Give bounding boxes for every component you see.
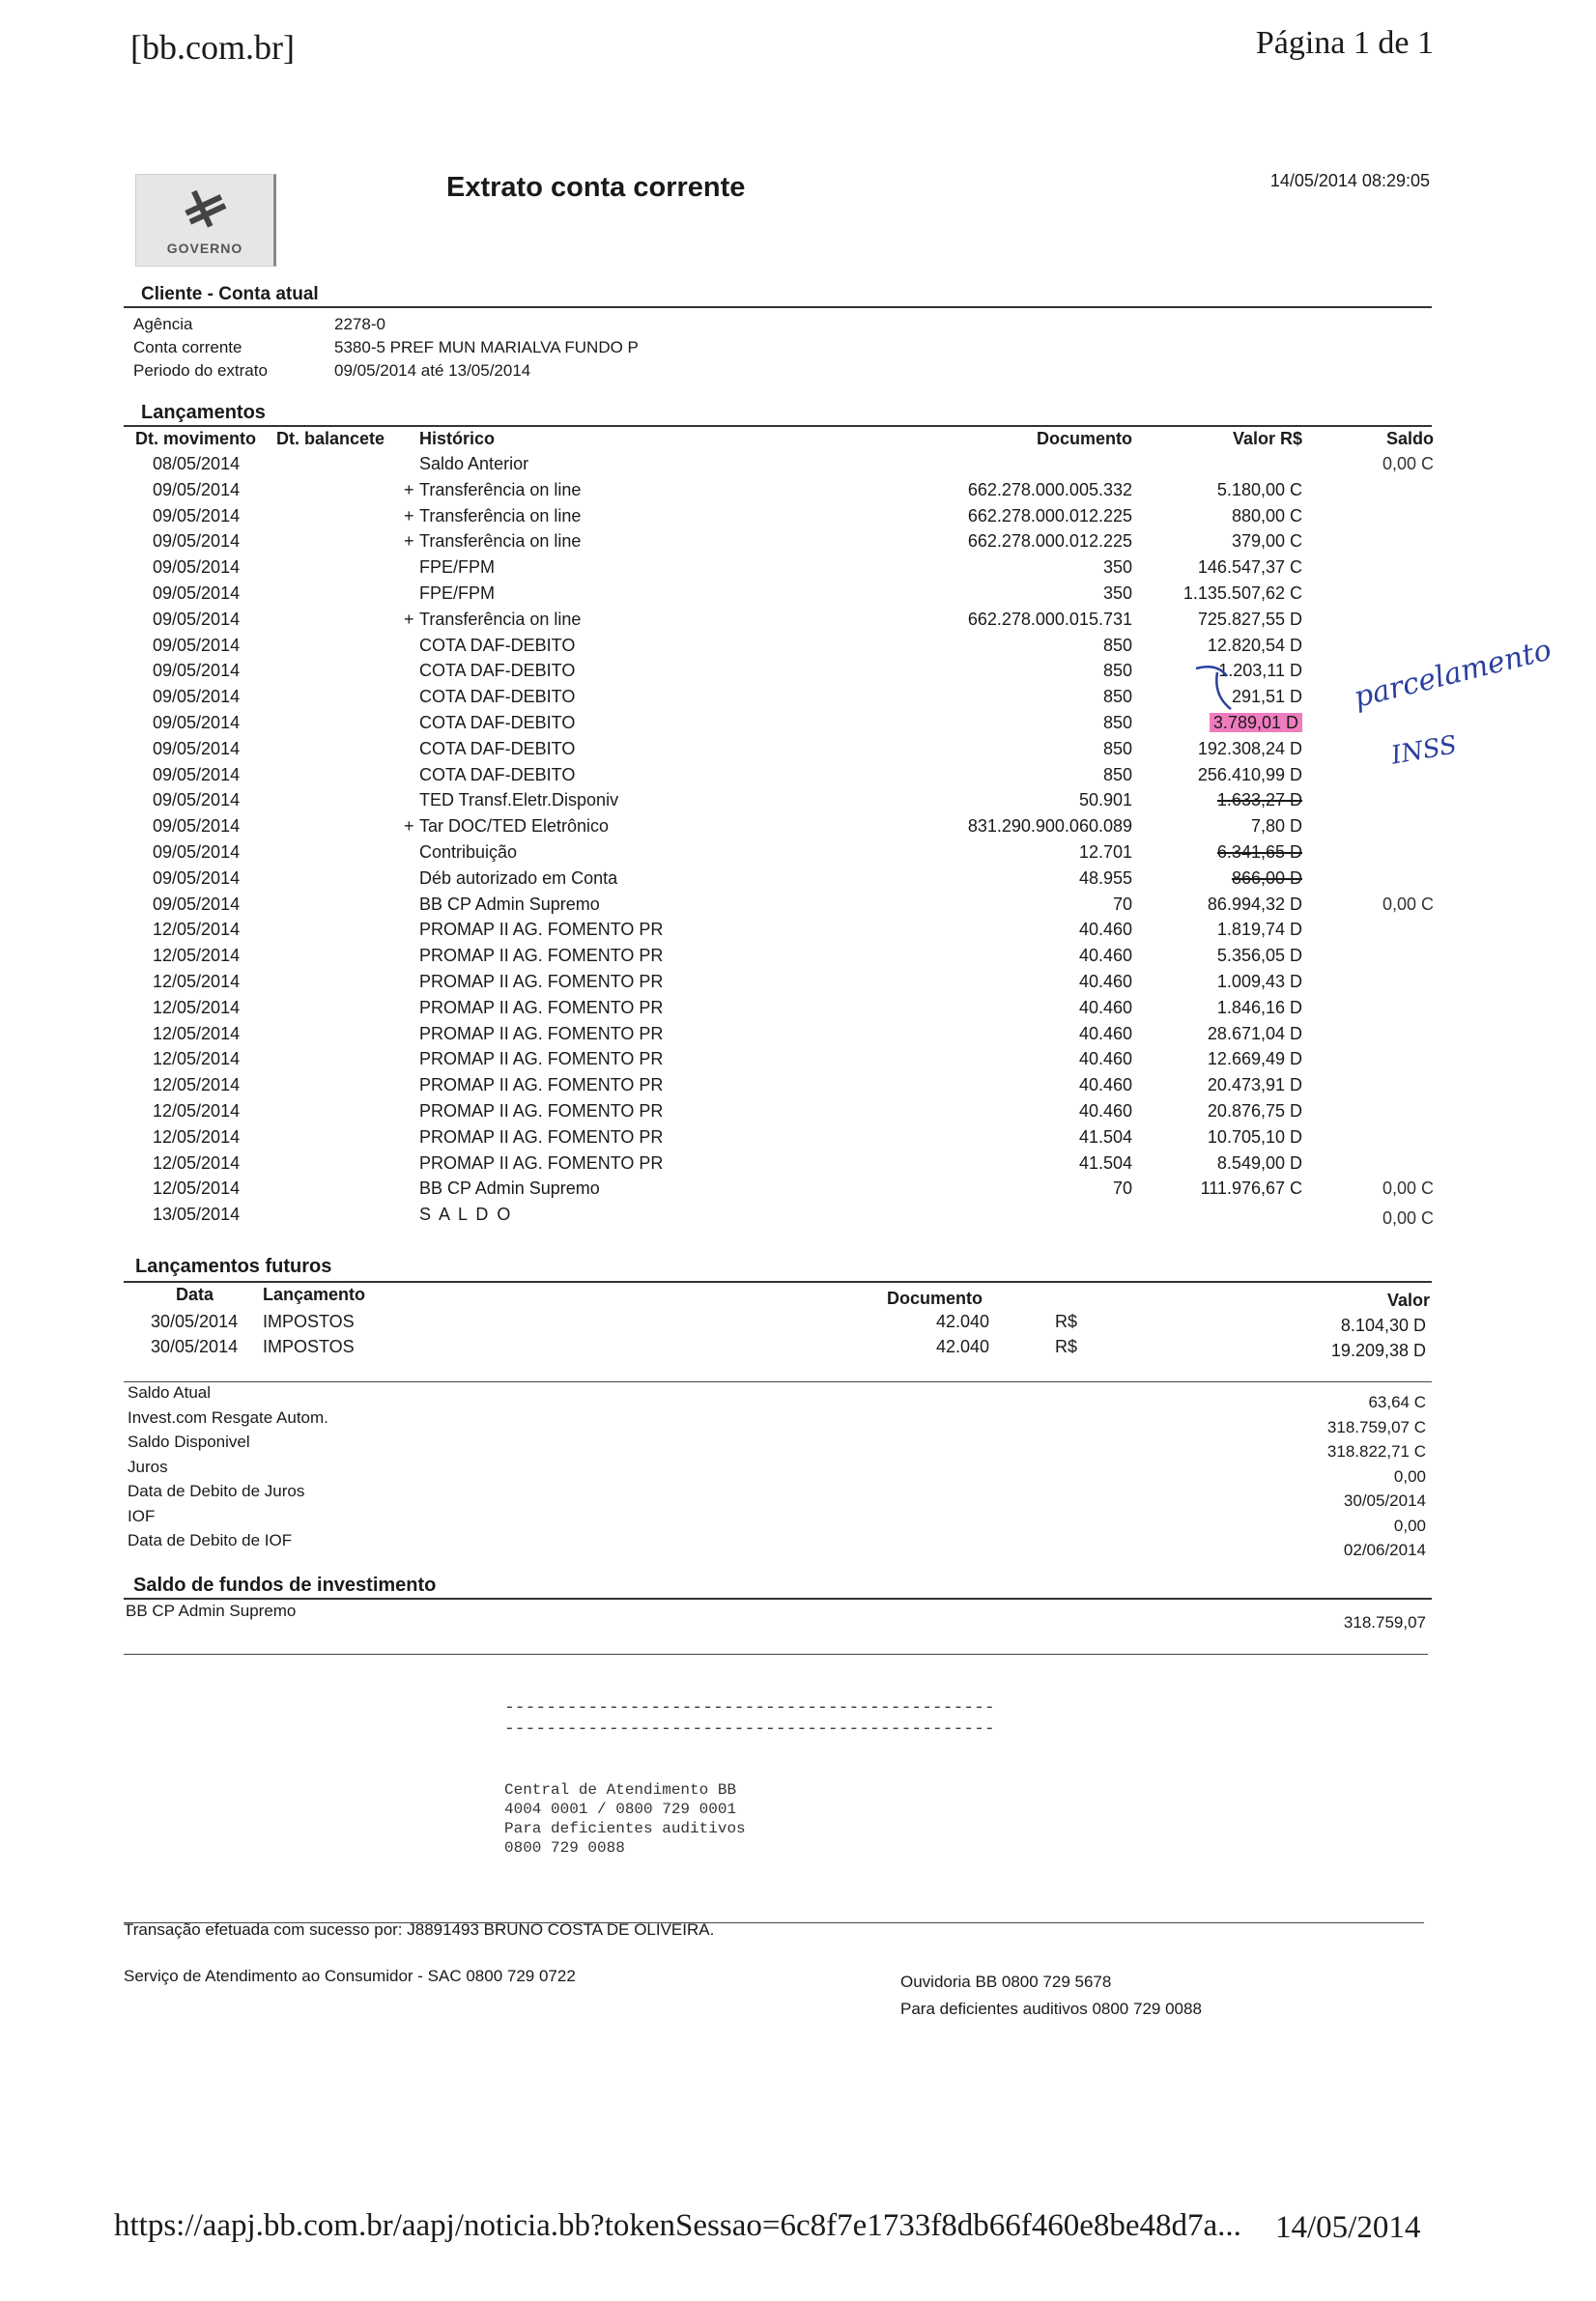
col-data: Data (176, 1285, 214, 1304)
row-documento: 48.955 (1078, 868, 1132, 888)
row-date: 09/05/2014 (153, 661, 241, 680)
bb-logo (135, 174, 276, 267)
row-date: 12/05/2014 (153, 1049, 241, 1068)
central-line: 4004 0001 / 0800 729 0001 (504, 1801, 737, 1818)
row-date: 09/05/2014 (153, 816, 241, 836)
col-dt-movimento: Dt. movimento (135, 429, 257, 448)
fundos-heading: Saldo de fundos de investimento (133, 1575, 437, 1596)
page-title: Extrato conta corrente (446, 172, 746, 203)
row-historico: COTA DAF-DEBITO (419, 661, 576, 680)
separator-dashes-1: ----------------------------------------------- (504, 1698, 995, 1718)
row-historico: PROMAP II AG. FOMENTO PR (419, 1024, 664, 1043)
row-valor-text: 5.180,00 C (1216, 480, 1302, 499)
fut-documento: 42.040 (935, 1337, 989, 1356)
sac-text: Serviço de Atendimento ao Consumidor - SAC 0800 729 0722 (124, 1967, 576, 1985)
row-valor (1140, 1127, 1302, 1148)
summary-value: 318.759,07 C (1326, 1418, 1426, 1436)
row-valor (1140, 816, 1302, 837)
row-date: 13/05/2014 (153, 1205, 241, 1224)
row-valor (1140, 610, 1302, 630)
row-documento: 662.278.000.005.332 (967, 480, 1132, 499)
row-valor-text: 866,00 D (1231, 868, 1302, 888)
futuros-heading: Lançamentos futuros (135, 1256, 332, 1277)
ouvidoria-deficientes: Para deficientes auditivos 0800 729 0088 (900, 2000, 1202, 2018)
row-valor (1140, 636, 1302, 656)
summary-value: 0,00 (1393, 1517, 1426, 1535)
row-valor-text: 1.135.507,62 C (1183, 583, 1302, 603)
row-documento: 850 (1102, 713, 1132, 732)
client-field-value: 09/05/2014 até 13/05/2014 (334, 361, 531, 380)
row-documento: 662.278.000.015.731 (967, 610, 1132, 629)
ouvidoria-text: Ouvidoria BB 0800 729 5678 (900, 1973, 1112, 1991)
row-valor (1140, 531, 1302, 552)
row-historico: BB CP Admin Supremo (419, 1179, 600, 1198)
row-documento: 40.460 (1078, 1101, 1132, 1121)
row-valor-text: 20.876,75 D (1207, 1101, 1302, 1121)
row-historico: PROMAP II AG. FOMENTO PR (419, 1049, 664, 1068)
row-historico: S A L D O (419, 1205, 513, 1224)
row-historico: Transferência on line (419, 480, 582, 499)
row-valor-text: 379,00 C (1231, 531, 1302, 551)
row-valor-text: 111.976,67 C (1200, 1179, 1302, 1198)
client-field-value: 5380-5 PREF MUN MARIALVA FUNDO P (334, 338, 639, 356)
fut-currency: R$ (1055, 1337, 1078, 1356)
row-date: 09/05/2014 (153, 531, 241, 551)
fundo-value: 318.759,07 (1343, 1613, 1426, 1632)
bb-logo-icon (136, 175, 273, 242)
row-date: 12/05/2014 (153, 920, 241, 939)
row-valor (1140, 998, 1302, 1018)
row-saldo: 0,00 C (1382, 454, 1434, 473)
row-documento: 40.460 (1078, 920, 1132, 939)
row-valor-text: 86.994,32 D (1207, 895, 1302, 914)
row-historico: Déb autorizado em Conta (419, 868, 618, 888)
row-plus-sign: + (404, 531, 414, 551)
row-documento: 850 (1102, 765, 1132, 784)
col-historico: Histórico (419, 429, 496, 448)
row-historico: COTA DAF-DEBITO (419, 765, 576, 784)
row-valor-text: 8.549,00 D (1216, 1153, 1302, 1173)
row-valor (1140, 790, 1302, 810)
row-valor (1140, 1153, 1302, 1174)
row-historico: FPE/FPM (419, 557, 496, 577)
row-valor-text: 256.410,99 D (1197, 765, 1302, 784)
lancamentos-heading: Lançamentos (141, 402, 266, 423)
summary-value: 30/05/2014 (1343, 1491, 1426, 1510)
row-valor-text: 10.705,10 D (1207, 1127, 1302, 1147)
row-documento: 40.460 (1078, 1049, 1132, 1068)
row-historico: PROMAP II AG. FOMENTO PR (419, 1127, 664, 1147)
transacao-text: Transação efetuada com sucesso por: J8891493 BRUNO COSTA DE OLIVEIRA. (124, 1920, 715, 1939)
row-valor-text: 28.671,04 D (1207, 1024, 1302, 1043)
summary-label: Saldo Disponivel (128, 1433, 250, 1451)
row-documento: 40.460 (1078, 946, 1132, 965)
row-historico: PROMAP II AG. FOMENTO PR (419, 1153, 664, 1173)
row-valor (1140, 868, 1302, 889)
handwritten-note-line2: INSS (1388, 730, 1460, 771)
row-date: 09/05/2014 (153, 610, 241, 629)
row-historico: Tar DOC/TED Eletrônico (419, 816, 610, 836)
row-valor-text: 5.356,05 D (1216, 946, 1302, 965)
row-documento: 350 (1102, 557, 1132, 577)
row-saldo: 0,00 C (1382, 1208, 1434, 1228)
row-documento: 12.701 (1078, 842, 1132, 862)
row-valor-text: 3.789,01 D (1210, 713, 1302, 732)
row-date: 12/05/2014 (153, 1153, 241, 1173)
fut-currency: R$ (1055, 1312, 1078, 1331)
client-field-value: 2278-0 (334, 315, 385, 333)
row-historico: PROMAP II AG. FOMENTO PR (419, 972, 664, 991)
row-valor (1140, 946, 1302, 966)
row-date: 09/05/2014 (153, 506, 241, 526)
row-valor (1140, 765, 1302, 785)
row-date: 12/05/2014 (153, 1101, 241, 1121)
row-date: 09/05/2014 (153, 790, 241, 810)
row-valor-text: 6.341,65 D (1216, 842, 1302, 862)
row-valor-text: 12.820,54 D (1207, 636, 1302, 655)
footer-url: https://aapj.bb.com.br/aapj/noticia.bb?tokenSessao=6c8f7e1733f8db66f460e8be48d7a... (114, 2208, 1241, 2243)
row-historico: COTA DAF-DEBITO (419, 636, 576, 655)
row-date: 09/05/2014 (153, 636, 241, 655)
row-valor-text: 146.547,37 C (1197, 557, 1302, 577)
client-heading: Cliente - Conta atual (141, 284, 319, 304)
fut-lancamento: IMPOSTOS (263, 1312, 355, 1331)
row-historico: Transferência on line (419, 610, 582, 629)
row-date: 08/05/2014 (153, 454, 241, 473)
row-plus-sign: + (404, 480, 414, 499)
row-date: 12/05/2014 (153, 1127, 241, 1147)
row-documento: 70 (1112, 895, 1132, 914)
row-valor (1140, 1101, 1302, 1122)
page-info: Página 1 de 1 (1255, 25, 1434, 61)
row-valor (1140, 972, 1302, 992)
row-documento: 662.278.000.012.225 (967, 506, 1132, 526)
summary-value: 02/06/2014 (1343, 1541, 1426, 1559)
row-documento: 50.901 (1078, 790, 1132, 810)
client-field-label: Periodo do extrato (133, 361, 268, 380)
row-historico: Saldo Anterior (419, 454, 529, 473)
row-valor-text: 1.846,16 D (1216, 998, 1302, 1017)
row-historico: PROMAP II AG. FOMENTO PR (419, 1075, 664, 1094)
central-line: Central de Atendimento BB (504, 1781, 737, 1799)
row-valor (1140, 842, 1302, 863)
row-historico: Transferência on line (419, 506, 582, 526)
summary-label: Invest.com Resgate Autom. (128, 1408, 328, 1427)
row-valor (1140, 1024, 1302, 1044)
row-valor-text: 880,00 C (1231, 506, 1302, 526)
row-historico: FPE/FPM (419, 583, 496, 603)
central-line: 0800 729 0088 (504, 1839, 625, 1857)
summary-label: IOF (128, 1507, 156, 1525)
central-line: Para deficientes auditivos (504, 1820, 746, 1837)
row-documento: 40.460 (1078, 1075, 1132, 1094)
row-valor-text: 12.669,49 D (1207, 1049, 1302, 1068)
row-date: 09/05/2014 (153, 480, 241, 499)
row-plus-sign: + (404, 610, 414, 629)
client-field-label: Conta corrente (133, 338, 242, 356)
row-historico: PROMAP II AG. FOMENTO PR (419, 946, 664, 965)
row-valor-text: 1.633,27 D (1216, 790, 1302, 810)
row-date: 09/05/2014 (153, 557, 241, 577)
row-valor (1140, 739, 1302, 759)
summary-value: 0,00 (1393, 1467, 1426, 1486)
row-date: 09/05/2014 (153, 895, 241, 914)
row-documento: 850 (1102, 687, 1132, 706)
row-date: 09/05/2014 (153, 739, 241, 758)
timestamp: 14/05/2014 08:29:05 (1269, 171, 1430, 190)
row-date: 09/05/2014 (153, 583, 241, 603)
row-date: 12/05/2014 (153, 998, 241, 1017)
fut-data: 30/05/2014 (151, 1337, 239, 1356)
row-date: 12/05/2014 (153, 1179, 241, 1198)
row-valor-text: 1.203,11 D (1218, 661, 1302, 680)
fundo-name: BB CP Admin Supremo (126, 1602, 297, 1620)
summary-value: 63,64 C (1368, 1393, 1426, 1411)
fut-data: 30/05/2014 (151, 1312, 239, 1331)
site-name: [bb.com.br] (130, 28, 295, 67)
row-date: 09/05/2014 (153, 842, 241, 862)
row-date: 12/05/2014 (153, 1075, 241, 1094)
row-date: 09/05/2014 (153, 687, 241, 706)
row-historico: BB CP Admin Supremo (419, 895, 600, 914)
row-valor (1140, 557, 1302, 578)
logo-text: GOVERNO (166, 241, 243, 256)
summary-value: 318.822,71 C (1326, 1442, 1426, 1461)
fut-documento: 42.040 (935, 1312, 989, 1331)
row-valor (1140, 1075, 1302, 1095)
row-valor (1140, 895, 1302, 915)
col-dt-balancete: Dt. balancete (276, 429, 385, 448)
summary-label: Juros (128, 1458, 168, 1476)
row-date: 09/05/2014 (153, 868, 241, 888)
row-documento: 850 (1102, 636, 1132, 655)
row-valor (1140, 1179, 1302, 1199)
separator-dashes-2: ----------------------------------------------- (504, 1719, 995, 1739)
summary-label: Data de Debito de IOF (128, 1531, 293, 1549)
col-saldo: Saldo (1385, 429, 1434, 448)
row-date: 12/05/2014 (153, 946, 241, 965)
row-saldo: 0,00 C (1382, 1179, 1434, 1198)
footer-date: 14/05/2014 (1275, 2210, 1421, 2245)
col-fut-documento: Documento (887, 1289, 983, 1308)
row-documento: 40.460 (1078, 998, 1132, 1017)
row-plus-sign: + (404, 506, 414, 526)
row-valor-text: 192.308,24 D (1197, 739, 1302, 758)
row-valor-text: 7,80 D (1250, 816, 1302, 836)
row-historico: COTA DAF-DEBITO (419, 713, 576, 732)
row-valor-text: 725.827,55 D (1197, 610, 1302, 629)
summary-label: Data de Debito de Juros (128, 1482, 305, 1500)
row-documento: 41.504 (1078, 1127, 1132, 1147)
col-valor: Valor R$ (1232, 429, 1302, 448)
row-valor-text: 20.473,91 D (1207, 1075, 1302, 1094)
fut-valor: 8.104,30 D (1340, 1316, 1426, 1335)
col-fut-valor: Valor (1386, 1291, 1430, 1310)
row-valor (1140, 506, 1302, 526)
row-documento: 850 (1102, 739, 1132, 758)
row-valor (1140, 583, 1302, 604)
row-historico: PROMAP II AG. FOMENTO PR (419, 920, 664, 939)
row-date: 12/05/2014 (153, 1024, 241, 1043)
row-documento: 662.278.000.012.225 (967, 531, 1132, 551)
col-documento: Documento (1037, 429, 1132, 448)
row-historico: COTA DAF-DEBITO (419, 687, 576, 706)
row-documento: 40.460 (1078, 1024, 1132, 1043)
row-date: 09/05/2014 (153, 713, 241, 732)
row-valor-text: 291,51 D (1231, 687, 1302, 706)
row-documento: 70 (1112, 1179, 1132, 1198)
handwritten-note-line1: parcelamento (1351, 633, 1555, 715)
row-valor-text: 1.819,74 D (1216, 920, 1302, 939)
row-historico: TED Transf.Eletr.Disponiv (419, 790, 619, 810)
row-historico: COTA DAF-DEBITO (419, 739, 576, 758)
row-historico: PROMAP II AG. FOMENTO PR (419, 1101, 664, 1121)
row-date: 12/05/2014 (153, 972, 241, 991)
client-field-label: Agência (133, 315, 193, 333)
row-saldo: 0,00 C (1382, 895, 1434, 914)
row-valor (1140, 920, 1302, 940)
row-documento: 831.290.900.060.089 (967, 816, 1132, 836)
row-documento: 41.504 (1078, 1153, 1132, 1173)
row-valor-text: 1.009,43 D (1216, 972, 1302, 991)
row-plus-sign: + (404, 816, 414, 836)
fut-valor: 19.209,38 D (1330, 1341, 1426, 1360)
row-documento: 350 (1102, 583, 1132, 603)
row-documento: 40.460 (1078, 972, 1132, 991)
fut-lancamento: IMPOSTOS (263, 1337, 355, 1356)
row-valor (1140, 1049, 1302, 1069)
row-date: 09/05/2014 (153, 765, 241, 784)
handwritten-bracket-icon (1188, 663, 1246, 721)
col-lancamento: Lançamento (263, 1285, 366, 1304)
summary-label: Saldo Atual (128, 1383, 212, 1402)
row-valor (1140, 480, 1302, 500)
row-historico: Contribuição (419, 842, 518, 862)
row-documento: 850 (1102, 661, 1132, 680)
row-historico: PROMAP II AG. FOMENTO PR (419, 998, 664, 1017)
row-historico: Transferência on line (419, 531, 582, 551)
